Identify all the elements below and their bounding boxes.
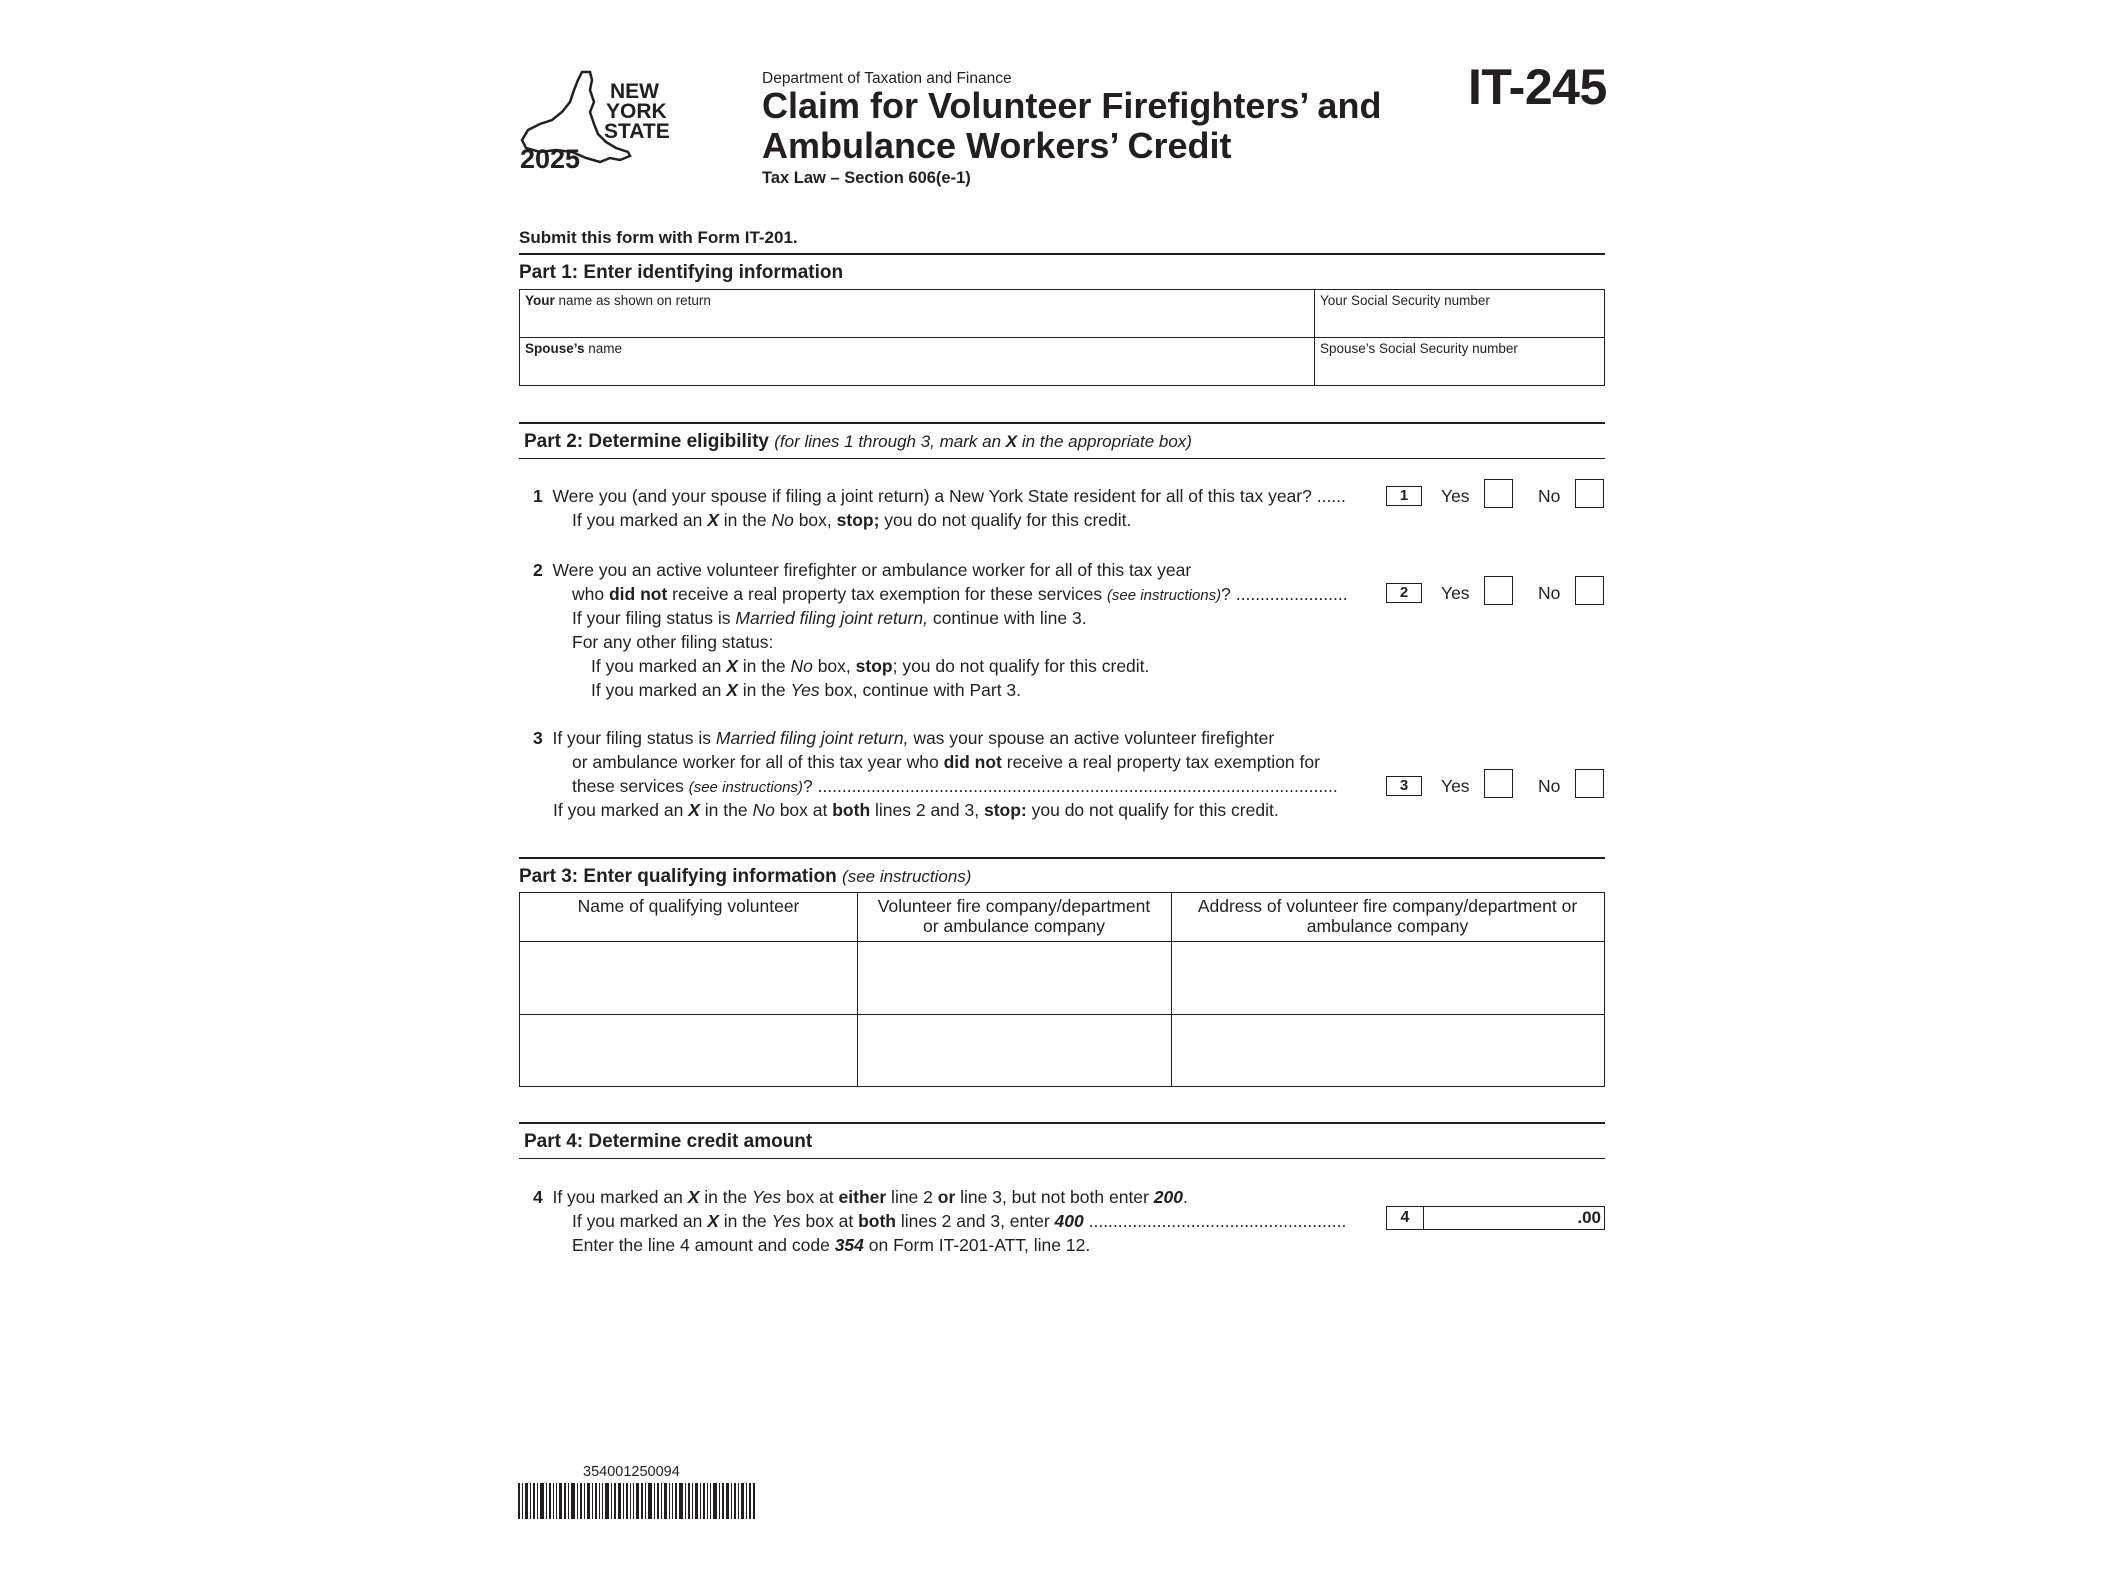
part2-title-text: Part 2: Determine eligibility (524, 431, 769, 452)
part3-note: (see instructions) (842, 867, 972, 886)
line4-instruction-both (572, 1211, 1346, 1232)
form-title (762, 86, 1381, 166)
text: box at (800, 1211, 859, 1231)
line2-instruction-yes (591, 680, 1021, 701)
text: If your filing status is (552, 728, 716, 748)
logo-text-york: YORK (606, 100, 667, 123)
row1-company-field[interactable] (858, 942, 1171, 1014)
text: ? ....................... (1221, 584, 1348, 604)
department-name: Department of Taxation and Finance (762, 70, 1012, 87)
part2-title (524, 431, 1192, 453)
either-text: either (838, 1187, 887, 1207)
line4-box-number: 4 (1387, 1207, 1424, 1229)
row2-company-field[interactable] (858, 1015, 1171, 1086)
text: If you marked an (553, 800, 689, 820)
part2-note-x: X (1005, 432, 1018, 451)
part1-title: Part 1: Enter identifying information (519, 262, 844, 283)
text: . (1182, 1187, 1188, 1207)
text: If you marked an (552, 1187, 688, 1207)
line2-instruction-other: For any other filing status: (572, 632, 774, 652)
divider (519, 458, 1605, 459)
x-mark-text: X (707, 510, 719, 530)
column-header-address-line1: Address of volunteer fire company/department or (1197, 896, 1578, 916)
text: in the (737, 656, 791, 676)
text: If your filing status is (572, 608, 736, 628)
divider (519, 1122, 1605, 1124)
or-text: or (937, 1187, 956, 1207)
text: ? ........................................................................................................... (802, 776, 1338, 796)
part1-identity-box (519, 289, 1605, 386)
text: in the (718, 510, 772, 530)
text: continue with line 3. (927, 608, 1087, 628)
line3-no-checkbox[interactable] (1575, 769, 1604, 798)
text: box at (774, 800, 833, 820)
line2-no-checkbox[interactable] (1575, 576, 1604, 605)
line2-yes-checkbox[interactable] (1484, 576, 1513, 605)
line1-yes-checkbox[interactable] (1484, 479, 1513, 508)
barcode-number: 354001250094 (583, 1464, 680, 1480)
line4-instruction-either (533, 1187, 1188, 1208)
amount-400-text: 400 (1054, 1211, 1084, 1231)
line2-instruction-no (591, 656, 1149, 677)
line1-text: Were you (and your spouse if filing a joint return) a New York State resident for all of this tax year? ...... (552, 486, 1346, 506)
text: was your spouse an active volunteer firefighter (908, 728, 1275, 748)
new-york-state-logo (520, 68, 680, 178)
line3-question-cont (572, 752, 1320, 773)
part2-note (774, 432, 1192, 451)
column-header-address (1171, 896, 1604, 936)
your-name-label-bold: Your (525, 293, 555, 308)
line2-text: Were you an active volunteer firefighter or ambulance worker for all of this tax year (552, 560, 1192, 580)
both-text: both (832, 800, 871, 820)
barcode-image (518, 1483, 756, 1519)
yes-text: Yes (790, 680, 820, 700)
yes-text: Yes (771, 1211, 801, 1231)
form-title-line1: Claim for Volunteer Firefighters’ and (762, 85, 1382, 126)
mfj-text: Married filing joint return, (715, 728, 909, 748)
part2-note-text: in the appropriate box) (1017, 432, 1192, 451)
see-instructions-text: (see instructions) (1106, 587, 1222, 604)
line3-question-end (572, 776, 1338, 797)
logo-year: 2025 (520, 144, 581, 174)
no-text: No (790, 656, 813, 676)
text: If you marked an (591, 680, 727, 700)
text: If you marked an (572, 1211, 708, 1231)
line3-instruction (553, 800, 1279, 821)
part4-title: Part 4: Determine credit amount (524, 1131, 813, 1152)
see-instructions-text: (see instructions) (688, 779, 803, 796)
text: you do not qualify for this credit. (1026, 800, 1279, 820)
line4-instruction-code (572, 1235, 1090, 1256)
stop-text: stop; (836, 510, 880, 530)
line2-yes-label: Yes (1441, 583, 1470, 603)
line4-number: 4 (533, 1187, 543, 1207)
text: box at (781, 1187, 839, 1207)
line2-number: 2 (533, 560, 543, 580)
logo-text-new: NEW (610, 80, 659, 103)
text: in the (737, 680, 791, 700)
x-mark-text: X (726, 680, 738, 700)
line3-yes-label: Yes (1441, 776, 1470, 796)
text: lines 2 and 3, enter (895, 1211, 1055, 1231)
submit-note: Submit this form with Form IT-201. (519, 228, 798, 247)
line2-question-cont (572, 584, 1348, 605)
text: Enter the line 4 amount and code (572, 1235, 835, 1255)
your-name-field[interactable] (525, 293, 711, 308)
line2-instruction-mfj (572, 608, 1087, 629)
text: or ambulance worker for all of this tax year who (572, 752, 944, 772)
line1-no-checkbox[interactable] (1575, 479, 1604, 508)
text: ..................................................... (1083, 1211, 1347, 1231)
row2-volunteer-name-field[interactable] (520, 1015, 857, 1086)
logo-text-state: STATE (604, 120, 670, 143)
spouse-name-label: name (584, 341, 623, 356)
did-not-text: did not (608, 584, 668, 604)
spouse-ssn-field[interactable]: Spouse’s Social Security number (1320, 341, 1518, 356)
x-mark-text: X (688, 800, 700, 820)
part3-table (519, 892, 1605, 1087)
did-not-text: did not (943, 752, 1002, 772)
column-header-volunteer-name: Name of qualifying volunteer (577, 896, 800, 916)
text: If you marked an (591, 656, 727, 676)
line3-number: 3 (533, 728, 543, 748)
divider (519, 1158, 1605, 1159)
text: in the (699, 800, 753, 820)
divider (519, 857, 1605, 859)
code-354-text: 354 (834, 1235, 864, 1255)
spouse-name-label-bold: Spouse’s (525, 341, 585, 356)
line1-instruction (572, 510, 1131, 531)
stop-text: stop (855, 656, 893, 676)
part2-note-text: (for lines 1 through 3, mark an (774, 432, 1006, 451)
line2-box-number: 2 (1386, 583, 1422, 603)
text: in the (718, 1211, 772, 1231)
text: box, (812, 656, 856, 676)
line3-yes-checkbox[interactable] (1484, 769, 1513, 798)
part3-title (519, 866, 971, 888)
text: box, (793, 510, 837, 530)
text: you do not qualify for this credit. (879, 510, 1132, 530)
line4-cents: .00 (1577, 1208, 1601, 1227)
stop-text: stop: (983, 800, 1027, 820)
part3-title-text: Part 3: Enter qualifying information (519, 866, 837, 887)
form-title-line2: Ambulance Workers’ Credit (762, 125, 1232, 166)
line1-no-label: No (1538, 486, 1561, 506)
text: line 2 (886, 1187, 938, 1207)
line1-box-number: 1 (1386, 486, 1422, 506)
text: line 3, but not both enter (955, 1187, 1154, 1207)
text: receive a real property tax exemption for (1001, 752, 1320, 772)
text: ; you do not qualify for this credit. (892, 656, 1150, 676)
row1-address-field[interactable] (1172, 942, 1604, 1014)
divider (520, 337, 1604, 338)
column-header-company-line1: Volunteer fire company/department (877, 896, 1151, 916)
line2-question (533, 560, 1191, 581)
no-text: No (752, 800, 775, 820)
row1-volunteer-name-field[interactable] (520, 942, 857, 1014)
row2-address-field[interactable] (1172, 1015, 1604, 1086)
text: receive a real property tax exemption for these services (667, 584, 1107, 604)
line2-no-label: No (1538, 583, 1561, 603)
column-header-company-line2: or ambulance company (923, 916, 1105, 936)
no-text: No (771, 510, 794, 530)
yes-text: Yes (751, 1187, 782, 1207)
line1-number: 1 (533, 486, 543, 506)
text: these services (572, 776, 689, 796)
form-number: IT-245 (1468, 59, 1607, 115)
both-text: both (858, 1211, 896, 1231)
your-ssn-field[interactable]: Your Social Security number (1320, 293, 1490, 308)
text: who (572, 584, 609, 604)
column-header-address-line2: ambulance company (1306, 916, 1469, 936)
spouse-name-field[interactable] (525, 341, 622, 356)
tax-law-reference: Tax Law – Section 606(e-1) (762, 169, 971, 187)
line3-box-number: 3 (1386, 776, 1422, 796)
column-header-company (857, 896, 1171, 936)
text: box, continue with Part 3. (819, 680, 1022, 700)
text: on Form IT-201-ATT, line 12. (863, 1235, 1091, 1255)
your-name-label: name as shown on return (554, 293, 711, 308)
line4-amount-field[interactable] (1386, 1206, 1605, 1230)
line3-question (533, 728, 1274, 749)
line1-yes-label: Yes (1441, 486, 1470, 506)
x-mark-text: X (726, 656, 738, 676)
text: If you marked an (572, 510, 708, 530)
x-mark-text: X (707, 1211, 719, 1231)
line3-no-label: No (1538, 776, 1561, 796)
mfj-text: Married filing joint return, (735, 608, 928, 628)
x-mark-text: X (687, 1187, 700, 1207)
divider (519, 253, 1605, 255)
text: in the (699, 1187, 752, 1207)
amount-200-text: 200 (1153, 1187, 1183, 1207)
divider (519, 422, 1605, 424)
line1-question (533, 486, 1346, 507)
text: lines 2 and 3, (870, 800, 984, 820)
